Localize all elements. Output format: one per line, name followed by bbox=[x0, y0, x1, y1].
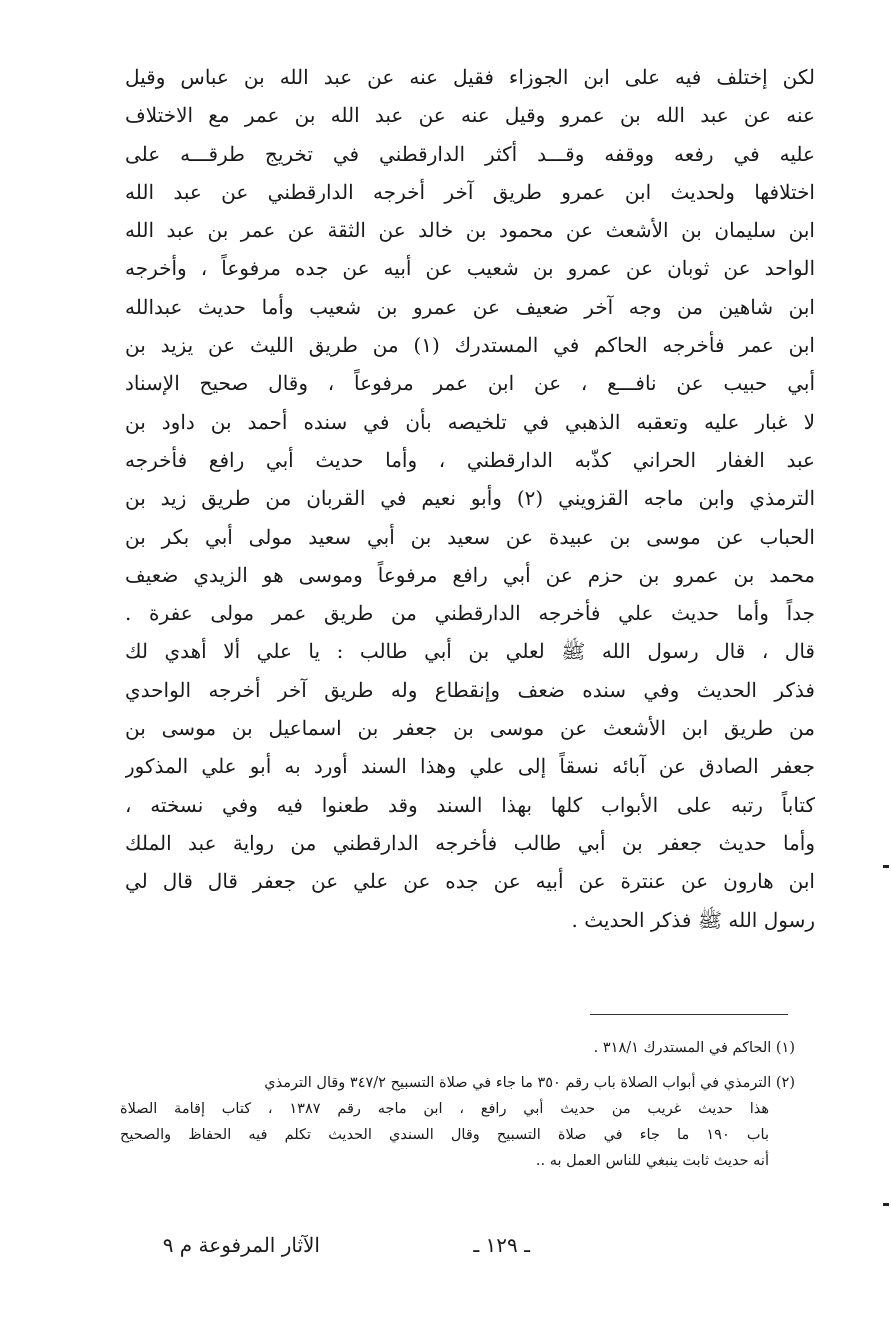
running-book-title: الآثار المرفوعة م ٩ bbox=[162, 1233, 320, 1257]
footnote-line: باب ١٩٠ ما جاء في صلاة التسبيح وقال السندي الحديث تكلم فيه الحفاظ والصحيح bbox=[120, 1127, 769, 1143]
text-line: عبد الغفار الحراني كذّبه الدارقطني ، وأما حديث أبي رافع فأخرجه bbox=[125, 447, 815, 472]
text-line: لا غبار عليه وتعقبه الذهبي في تلخيصه بأن في سنده أحمد بن داود بن bbox=[125, 409, 815, 434]
text-line: اختلافها ولحديث ابن عمرو طريق آخر أخرجه الدارقطني عن عبد الله bbox=[125, 179, 815, 204]
text-line: الواحد عن ثوبان عن عمرو بن شعيب عن أبيه عن جده مرفوعاً ، وأخرجه bbox=[125, 256, 815, 281]
text-line: الحباب عن موسى بن عبيدة عن سعيد بن أبي سعيد مولى أبي بكر بن bbox=[125, 524, 815, 549]
scan-edge-mark bbox=[883, 865, 889, 868]
text-line: أبي حبيب عن نافـــع ، عن ابن عمر مرفوعاً ، وقال صحيح الإسناد bbox=[125, 371, 815, 396]
text-line: كتاباً رتبه على الأبواب كلها بهذا السند وقد طعنوا فيه وفي نسخته ، bbox=[125, 792, 815, 817]
footnotes-block bbox=[120, 1035, 795, 1174]
text-line: عنه عن عبد الله بن عمرو وقيل عنه عن عبد الله بن عمر مع الاختلاف bbox=[125, 103, 815, 128]
footnote-line: (٢) الترمذي في أبواب الصلاة باب رقم ٣٥٠ ما جاء في صلاة التسبيح ٣٤٧/٢ وقال الترمذي bbox=[264, 1075, 795, 1091]
text-line: وأما حديث جعفر بن أبي طالب فأخرجه الدارقطني من رواية عبد الملك bbox=[125, 830, 815, 855]
footnote-line: أنه حديث ثابت ينبغي للناس العمل به .. bbox=[535, 1153, 769, 1169]
text-line: ابن هارون عن عنترة عن أبيه عن جده عن علي عن جعفر قال قال لي bbox=[125, 869, 815, 894]
text-line: من طريق ابن الأشعث عن موسى بن جعفر بن اسماعيل بن موسى بن bbox=[125, 716, 815, 741]
text-line: عليه في رفعه ووقفه وقـــد أكثر الدارقطني في تخريج طرقـــه على bbox=[125, 141, 815, 166]
footnote-line: هذا حديث غريب من حديث أبي رافع ، ابن ماجه رقم ١٣٨٧ ، كتاب إقامة الصلاة bbox=[120, 1101, 770, 1117]
main-text-block bbox=[125, 58, 815, 939]
text-line: ابن سليمان بن الأشعث عن محمود بن خالد عن الثقة عن عمر بن عبد الله bbox=[125, 218, 815, 243]
text-line: جداً وأما حديث علي فأخرجه الدارقطني من طريق عمر مولى عفرة . bbox=[125, 601, 815, 626]
text-line: محمد بن عمرو بن حزم عن أبي رافع مرفوعاً وموسى هو الزيدي ضعيف bbox=[125, 562, 815, 587]
text-line: رسول الله ﷺ فذكر الحديث . bbox=[571, 907, 815, 932]
text-line: فذكر الحديث وفي سنده ضعف وإنقطاع وله طريق آخر أخرجه الواحدي bbox=[125, 677, 815, 702]
footnote-line: (١) الحاكم في المستدرك ٣١٨/١ . bbox=[593, 1040, 795, 1056]
text-line: جعفر الصادق عن آبائه نسقاً إلى علي وهذا السند أورد به أبو علي المذكور bbox=[125, 754, 815, 779]
scan-edge-mark bbox=[883, 1203, 889, 1206]
text-line: ابن عمر فأخرجه الحاكم في المستدرك (١) من طريق الليث عن يزيد بن bbox=[125, 333, 815, 358]
text-line: لكن إختلف فيه على ابن الجوزاء فقيل عنه عن عبد الله بن عباس وقيل bbox=[125, 65, 815, 89]
text-line: الترمذي وابن ماجه القزويني (٢) وأبو نعيم في القربان من طريق زيد بن bbox=[125, 486, 815, 511]
page-number: ـ ١٢٩ ـ bbox=[473, 1233, 530, 1257]
text-line: قال ، قال رسول الله ﷺ لعلي بن أبي طالب : يا علي ألا أهدي لك bbox=[125, 639, 815, 664]
text-line: ابن شاهين من وجه آخر ضعيف عن عمرو بن شعيب وأما حديث عبدالله bbox=[125, 294, 815, 319]
footnote-separator bbox=[590, 1014, 788, 1015]
page-footer bbox=[120, 1228, 760, 1262]
